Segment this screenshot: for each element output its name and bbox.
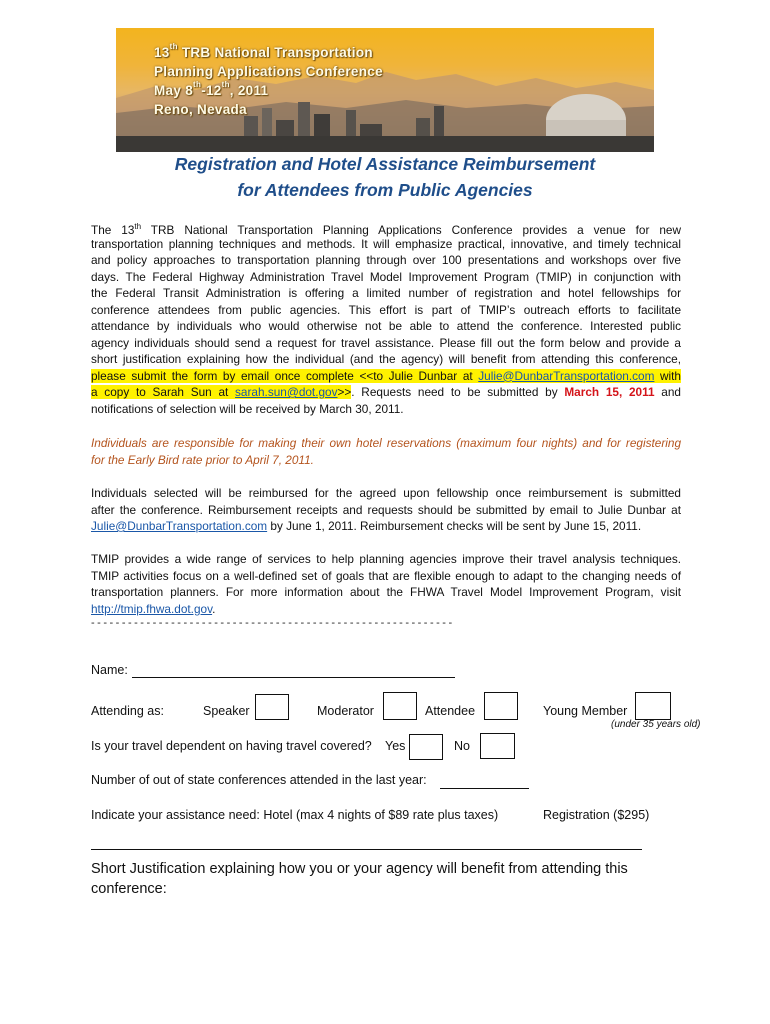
intro-l11-d: and [654, 385, 681, 399]
intro-line-5: the Federal Transit Administration is offering a limited number of registration and hotel fellowships for [91, 286, 681, 300]
banner-line3-sup2: th [221, 80, 230, 89]
tmip-line-2: TMIP activities focus on a well-defined set of goals that are flexible enough to adapt to the changing needs of [91, 568, 681, 583]
banner-line1-b: TRB National Transportation [177, 45, 373, 60]
intro-l1-sup: th [134, 222, 142, 231]
young-member-label: Young Member [543, 704, 628, 718]
intro-l10-b: with [654, 368, 681, 383]
tmip-paragraph [91, 551, 681, 617]
name-label: Name: [91, 663, 128, 677]
justification-line-2: conference: [91, 881, 167, 897]
page-title-line1: Registration and Hotel Assistance Reimbursement [174, 154, 596, 174]
yes-label: Yes [385, 739, 406, 753]
no-label: No [454, 739, 470, 753]
moderator-label: Moderator [317, 704, 374, 718]
tmip-line-1: TMIP provides a wide range of services to help planning agencies improve their travel analysis techniques. [91, 552, 681, 566]
intro-l10-a: please submit the form by email once complete <<to Julie Dunbar at [91, 368, 479, 383]
form-separator [91, 849, 642, 850]
banner-text [154, 43, 383, 119]
sarah-email-link[interactable]: sarah.sun@dot.gov [235, 385, 338, 399]
tmip-website-link[interactable]: http://tmip.fhwa.dot.gov [91, 601, 213, 616]
banner-line3-a: May 8 [154, 83, 194, 98]
speaker-label: Speaker [203, 704, 250, 718]
tmip-line-3: transportation planners. For more information about the FHWA Travel Model Improvement Program, visit [91, 585, 681, 599]
reimburse-line-3 [91, 518, 681, 535]
intro-l11-c: . Requests need to be submitted by [351, 385, 565, 399]
deadline-date: March 15, 2011 [564, 385, 655, 399]
tmip-l4-b: . [212, 601, 216, 616]
julie-email-link-2[interactable]: Julie@DunbarTransportation.com [91, 519, 268, 533]
justification-line-1: Short Justification explaining how you or your agency will benefit from attending this [91, 861, 628, 877]
reimburse-line-2: after the conference. Reimbursement receipts and requests should be submitted by email to Julie Dunbar at [91, 502, 681, 517]
conference-banner [116, 28, 654, 152]
banner-line3-b: -12 [201, 83, 222, 98]
attending-label: Attending as: [91, 704, 164, 718]
intro-line-8: agency individuals should send a request for travel assistance. Please fill out the form below and provide a [91, 335, 681, 350]
intro-line-3: and policy approaches to transportation planning through over 100 presentations and workshops over five [91, 253, 681, 267]
julie-email-link[interactable]: Julie@DunbarTransportation.com [478, 368, 655, 383]
conferences-question: Number of out of state conferences attended in the last year: [91, 773, 427, 787]
intro-line-1 [91, 219, 681, 236]
banner-line2: Planning Applications Conference [154, 64, 383, 79]
banner-line1-sup: th [169, 42, 178, 51]
banner-line3-c: , 2011 [229, 83, 269, 98]
reimburse-l3-b: by June 1, 2011. Reimbursement checks will be sent by June 15, 2011. [267, 519, 642, 533]
travel-question: Is your travel dependent on having travel covered? [91, 739, 372, 753]
intro-line-7: attendance by individuals who would otherwise not be able to attend the conference. Interested public [91, 319, 681, 333]
banner-line4: Reno, Nevada [154, 102, 247, 117]
intro-l1-b: TRB National Transportation Planning Applications Conference provides a venue for new [141, 222, 681, 237]
young-member-note: (under 35 years old) [611, 719, 701, 730]
moderator-checkbox[interactable] [383, 692, 417, 720]
reimburse-line-1: Individuals selected will be reimbursed for the agreed upon fellowship once reimbursement is submitted [91, 486, 681, 500]
justification-heading [91, 859, 628, 899]
justification-text-area[interactable] [91, 902, 681, 1012]
yes-checkbox[interactable] [409, 734, 443, 760]
young-member-checkbox[interactable] [635, 692, 671, 720]
intro-line-11 [91, 384, 681, 401]
intro-line-10 [91, 368, 681, 385]
intro-l1-a: The 13 [91, 222, 135, 237]
attendee-checkbox[interactable] [484, 692, 518, 720]
registration-option[interactable]: Registration ($295) [543, 808, 650, 822]
intro-line-4: days. The Federal Highway Administration Travel Model Improvement Program (TMIP) in conjunction with [91, 269, 681, 284]
no-checkbox[interactable] [480, 733, 515, 759]
intro-line-12: notifications of selection will be received by March 30, 2011. [91, 401, 404, 416]
intro-line-2: transportation planning techniques and methods. It will emphasize practical, innovative, and timely technical [91, 236, 681, 251]
name-field[interactable] [132, 677, 455, 678]
intro-l11-a: a copy to Sarah Sun at [91, 385, 236, 399]
cut-line-divider: ----------------------------------------------------------- [91, 617, 455, 629]
intro-line-9: short justification explaining how the individual (and the agency) will benefit from attending this conference, [91, 352, 681, 366]
tmip-line-4 [91, 601, 681, 618]
reimbursement-paragraph [91, 485, 681, 535]
conferences-count-field[interactable] [440, 788, 529, 789]
intro-paragraph [91, 219, 681, 417]
intro-line-6: conference attendees from public agencies. This effort is part of TMIP’s outreach efforts to facilitate [91, 302, 681, 317]
intro-l11-b: >> [337, 385, 352, 399]
banner-line1-a: 13 [154, 45, 170, 60]
notice-line-2: for the Early Bird rate prior to April 7, 2011. [91, 452, 314, 467]
speaker-checkbox[interactable] [255, 694, 289, 720]
assistance-question: Indicate your assistance need: Hotel (max 4 nights of $89 rate plus taxes) [91, 808, 499, 822]
banner-line3-sup1: th [193, 80, 202, 89]
hotel-notice [91, 435, 681, 468]
page-title-line2: for Attendees from Public Agencies [237, 180, 533, 200]
attendee-label: Attendee [425, 704, 476, 718]
notice-line-1: Individuals are responsible for making their own hotel reservations (maximum four nights) and for registering [91, 436, 681, 450]
